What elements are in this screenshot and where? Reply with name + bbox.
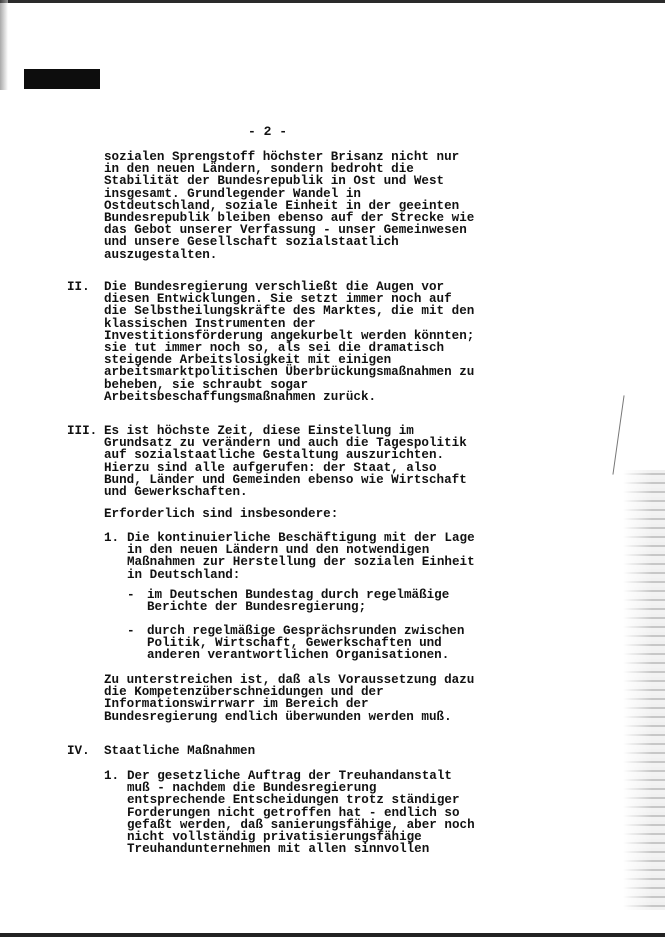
text-line: anderen verantwortlichen Organisationen. (147, 648, 450, 663)
text-line: und Gewerkschaften. (104, 484, 248, 499)
text-line: Bundesrepublik bleiben ebenso auf der Strecke wie (104, 210, 475, 225)
text-line: gefaßt werden, daß sanierungsfähige, aber noch (127, 817, 475, 832)
section-heading: Staatliche Maßnahmen (104, 744, 256, 758)
scan-border-top (0, 0, 665, 3)
text-line: steigende Arbeitslosigkeit mit einigen (104, 353, 392, 368)
scan-border-bottom (0, 933, 665, 937)
text-line: durch regelmäßige Gesprächsrunden zwischen (147, 624, 465, 638)
section-numeral-iv: IV. (67, 744, 90, 758)
list-number: 1. (104, 769, 120, 783)
text-line: in den neuen Ländern, sondern bedroht die (104, 162, 414, 177)
text-line: Maßnahmen zur Herstellung der sozialen Einheit (127, 555, 475, 570)
text-line: auszugestalten. (104, 247, 218, 262)
text-line: Politik, Wirtschaft, Gewerkschaften und (147, 636, 442, 651)
text-line: sie tut immer noch so, als sei die dramatisch (104, 340, 445, 355)
section-iv-item-1 (127, 769, 487, 857)
text-line: das Gebot unserer Verfassung - unser Gemeinwesen (104, 223, 467, 238)
required-label (104, 507, 464, 519)
scan-redaction-bar (24, 69, 100, 89)
section-iii-item-1 (127, 531, 487, 580)
text-line: Treuhandunternehmen mit allen sinnvollen (127, 842, 430, 857)
text-line: klassischen Instrumenten der (104, 316, 316, 331)
bullet-dash: - (127, 588, 135, 602)
section-ii-paragraph (104, 280, 475, 404)
scan-shadow-left (0, 0, 8, 90)
scan-shadow-right (623, 470, 665, 910)
section-iv-heading (104, 744, 464, 756)
page-number: - 2 - (248, 124, 288, 139)
text-line: sozialen Sprengstoff höchster Brisanz nicht nur (104, 150, 460, 164)
text-line: muß - nachdem die Bundesregierung (127, 781, 377, 796)
list-number: 1. (104, 531, 120, 545)
text-line: Es ist höchste Zeit, diese Einstellung im (104, 424, 414, 438)
text-line: Grundsatz zu verändern und auch die Tagespolitik (104, 436, 467, 451)
closing-paragraph (104, 673, 475, 724)
text-line: arbeitsmarktpolitischen Überbrückungsmaßnahmen zu (104, 365, 475, 380)
text-line: und unsere Gesellschaft sozialstaatlich (104, 235, 399, 250)
text-line: in Deutschland: (127, 567, 241, 582)
text-line: nicht vollständig privatisierungsfähige (127, 829, 422, 844)
text-line: die Selbstheilungskräfte des Marktes, die mit den (104, 304, 475, 319)
section-numeral-ii: II. (67, 280, 90, 294)
section-iii-paragraph (104, 424, 467, 499)
text-line: Informationswirrwarr im Bereich der (104, 697, 369, 712)
bullet-item-2 (147, 624, 507, 661)
text-line: Die kontinuierliche Beschäftigung mit der Lage (127, 531, 475, 545)
text-line: im Deutschen Bundestag durch regelmäßige (147, 588, 450, 602)
text-line: Bund, Länder und Gemeinden ebenso wie Wirtschaft (104, 472, 467, 487)
text-line: Stabilität der Bundesrepublik in Ost und West (104, 174, 445, 189)
section-numeral-iii: III. (67, 424, 98, 438)
intro-paragraph (104, 150, 475, 262)
text-line: die Kompetenzüberschneidungen und der (104, 685, 384, 700)
text-line: Arbeitsbeschaffungsmaßnahmen zurück. (104, 389, 377, 404)
text-line: Investitionsförderung angekurbelt werden könnten; (104, 328, 475, 343)
text-line: diesen Entwicklungen. Sie setzt immer noch auf (104, 292, 452, 307)
text-line: in den neuen Ländern und den notwendigen (127, 543, 430, 558)
text-line: Hierzu sind alle aufgerufen: der Staat, also (104, 460, 437, 475)
text-line: Die Bundesregierung verschließt die Augen vor (104, 280, 445, 294)
text-line: Zu unterstreichen ist, daß als Voraussetzung dazu (104, 673, 475, 687)
scan-artifact-line (612, 395, 624, 474)
text-line: auf sozialstaatliche Gestaltung auszurichten. (104, 448, 445, 463)
text-line: Ostdeutschland, soziale Einheit in der geeinten (104, 198, 460, 213)
text-line: beheben, sie schraubt sogar (104, 377, 309, 392)
text-line: Erforderlich sind insbesondere: (104, 507, 339, 521)
text-line: Forderungen nicht getroffen hat - endlich so (127, 805, 460, 820)
text-line: entsprechende Entscheidungen trotz ständiger (127, 793, 460, 808)
bullet-dash: - (127, 624, 135, 638)
text-line: Berichte der Bundesregierung; (147, 600, 367, 615)
bullet-item-1 (147, 588, 507, 615)
text-line: Bundesregierung endlich überwunden werden muß. (104, 709, 452, 724)
text-line: insgesamt. Grundlegender Wandel in (104, 186, 361, 201)
text-line: Der gesetzliche Auftrag der Treuhandanstalt (127, 769, 452, 783)
